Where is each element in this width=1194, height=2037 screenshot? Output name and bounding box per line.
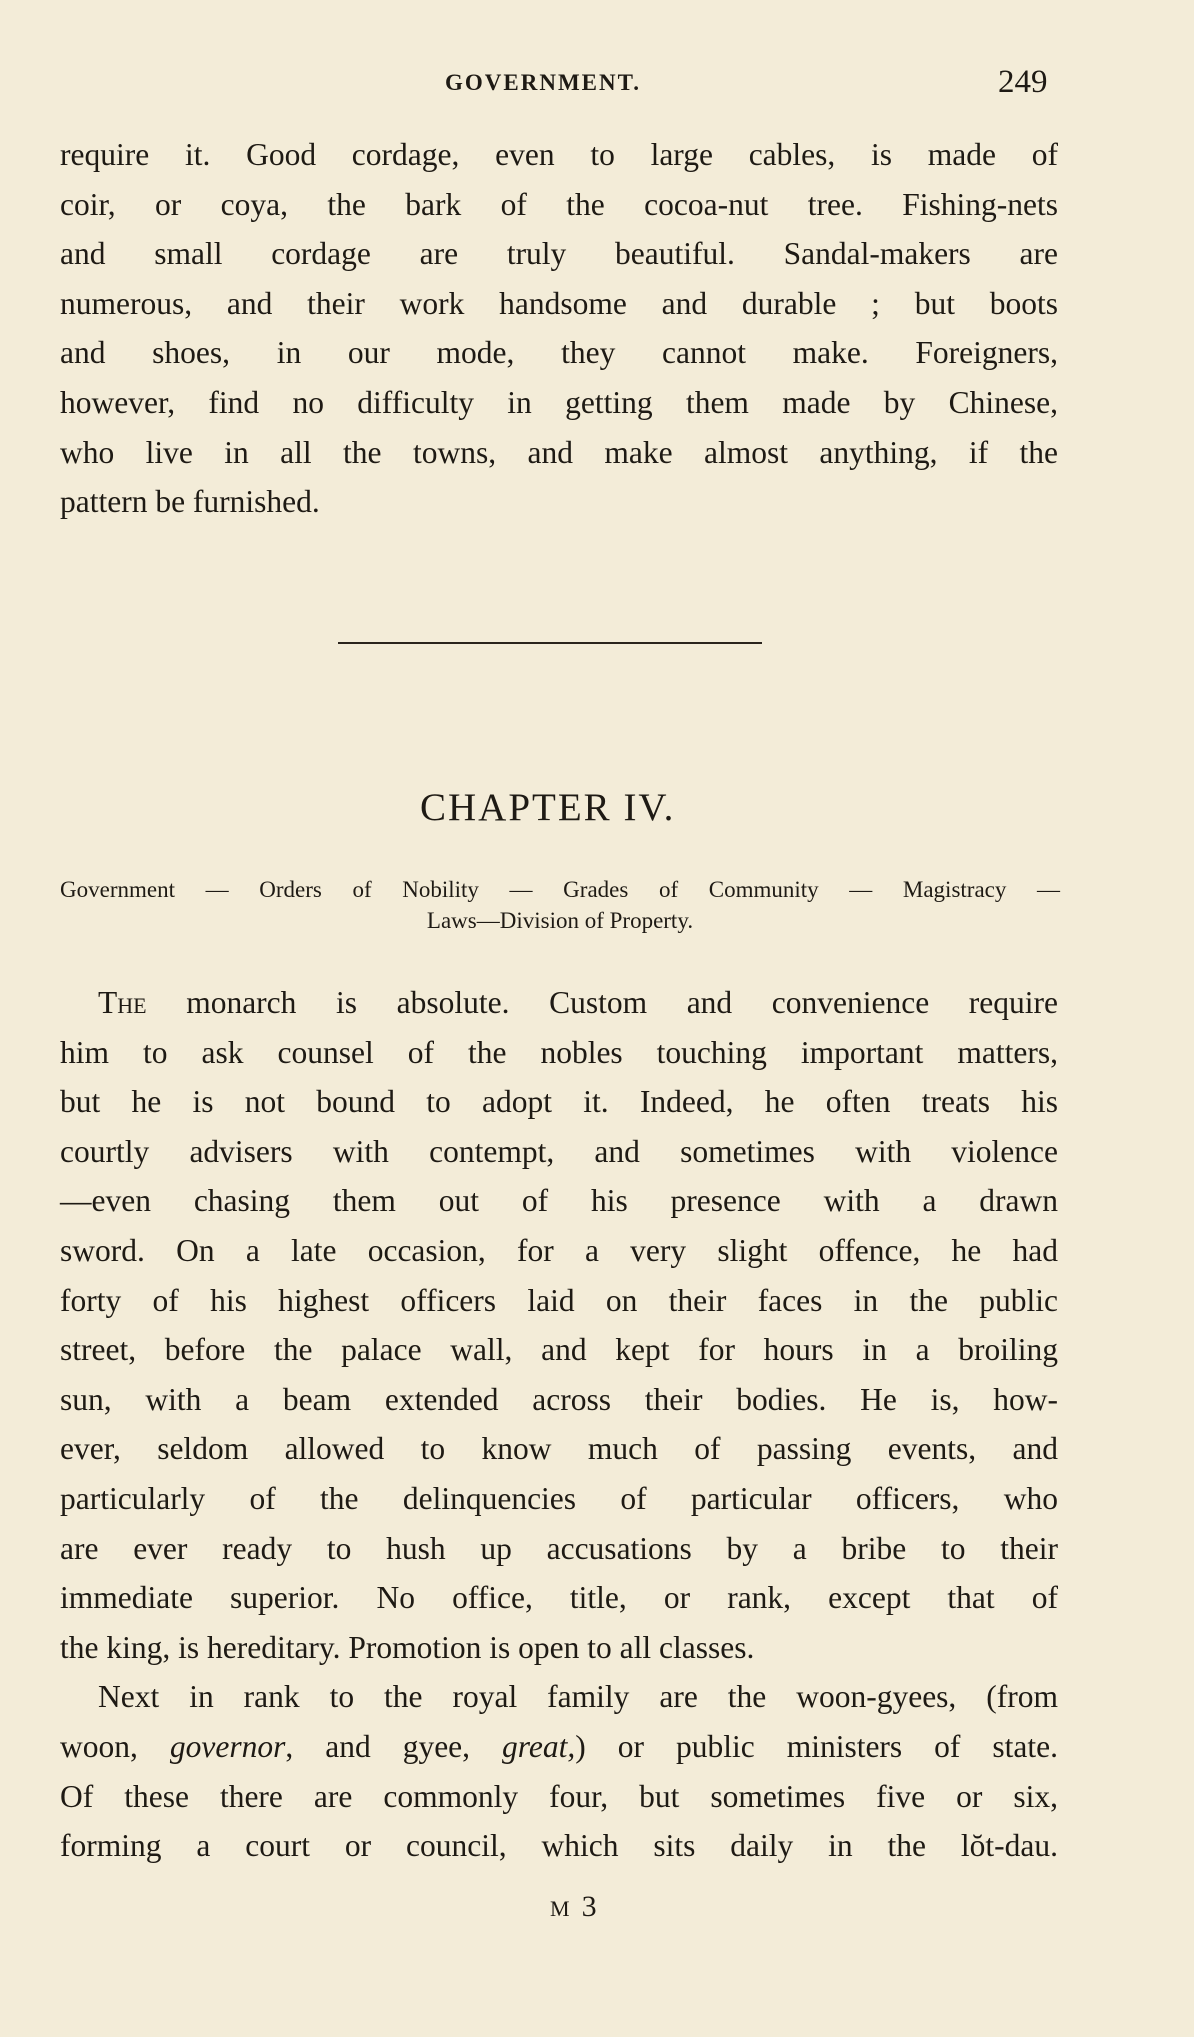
text-line: immediate superior. No office, title, or rank, except that of: [60, 1580, 1058, 1616]
text-line: him to ask counsel of the nobles touching important matters,: [60, 1034, 1058, 1070]
chapter-summary-line: Laws—Division of Property.: [426, 908, 694, 933]
text-line: forty of his highest officers laid on their faces in the public: [60, 1282, 1058, 1318]
text-line: require it. Good cordage, even to large cables, is made of: [60, 137, 1058, 172]
text-line: [60, 978, 1058, 1028]
italic-text: great,: [502, 1728, 576, 1764]
opening-word: The: [98, 985, 147, 1020]
text-line: and small cordage are truly beautiful. Sandal-makers are: [60, 236, 1058, 272]
text-line: the king, is hereditary. Promotion is open to all classes.: [60, 1629, 755, 1665]
running-head: [60, 64, 1060, 108]
page-number: 249: [998, 64, 1048, 100]
text-line: street, before the palace wall, and kept for hours in a broiling: [60, 1332, 1058, 1368]
text-line: numerous, and their work handsome and durable ; but boots: [60, 285, 1058, 321]
text-line: courtly advisers with contempt, and sometimes with violence: [60, 1133, 1058, 1169]
text-line: [60, 1722, 1058, 1772]
top-paragraph: [60, 130, 1058, 527]
section-divider-rule: [338, 642, 762, 644]
text-line: sun, with a beam extended across their bodies. He is, how-: [60, 1381, 1058, 1417]
body-paragraph: [60, 978, 1058, 1871]
text-line: but he is not bound to adopt it. Indeed, he often treats his: [60, 1084, 1058, 1120]
italic-text: governor: [169, 1728, 286, 1764]
signature-mark: [550, 1890, 599, 1924]
text-line: pattern be furnished.: [60, 484, 320, 520]
text-fragment: monarch is absolute. Custom and convenience require: [186, 985, 1058, 1020]
chapter-summary-line: Government — Orders of Nobility — Grades of Community — Magistracy —: [60, 877, 1060, 902]
text-line: and shoes, in our mode, they cannot make. Foreigners,: [60, 335, 1058, 371]
text-line: sword. On a late occasion, for a very slight offence, he had: [60, 1232, 1058, 1268]
text-fragment: , and gyee,: [285, 1728, 471, 1764]
text-line: Of these there are commonly four, but sometimes five or six,: [60, 1778, 1058, 1814]
text-line: coir, or coya, the bark of the cocoa-nut tree. Fishing-nets: [60, 186, 1058, 222]
text-line: particularly of the delinquencies of particular officers, who: [60, 1480, 1058, 1516]
signature-number: 3: [581, 1890, 599, 1923]
text-fragment: woon,: [60, 1728, 138, 1764]
text-line: are ever ready to hush up accusations by a bribe to their: [60, 1530, 1058, 1566]
text-line: however, find no difficulty in getting them made by Chinese,: [60, 384, 1058, 420]
signature-letter: M: [550, 1896, 572, 1921]
running-title: GOVERNMENT.: [445, 70, 641, 95]
text-line: ever, seldom allowed to know much of passing events, and: [60, 1431, 1058, 1467]
chapter-title: CHAPTER IV.: [420, 786, 676, 829]
text-line: who live in all the towns, and make almost anything, if the: [60, 434, 1058, 470]
text-line: forming a court or council, which sits daily in the lŏt-dau.: [60, 1828, 1058, 1864]
text-fragment: ) or public ministers of state.: [575, 1728, 1059, 1764]
text-line: —even chasing them out of his presence with a drawn: [60, 1183, 1058, 1219]
text-line: Next in rank to the royal family are the woon-gyees, (from: [98, 1679, 1058, 1715]
